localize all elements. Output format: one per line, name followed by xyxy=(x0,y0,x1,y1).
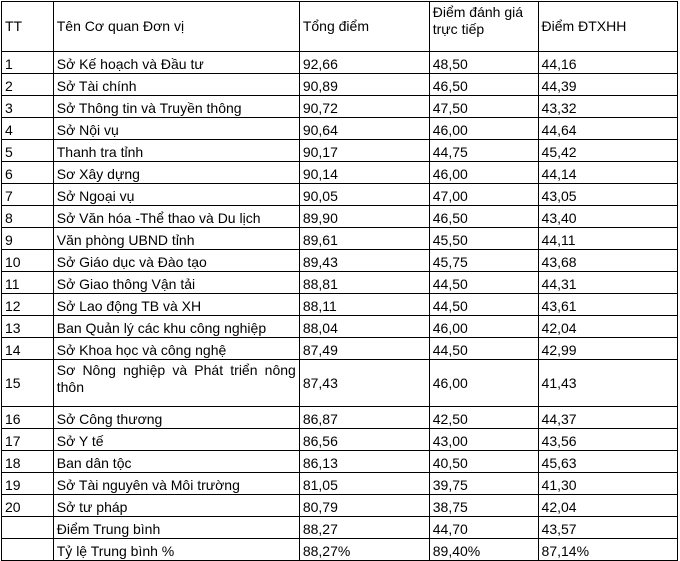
cell-tt xyxy=(2,517,54,539)
cell-total-score: 90,64 xyxy=(299,118,429,140)
cell-total-score: 86,87 xyxy=(299,407,429,429)
table-row xyxy=(2,316,678,338)
table-row xyxy=(2,407,678,429)
cell-total-score: 90,17 xyxy=(299,140,429,162)
cell-unit-name: Sở Y tế xyxy=(53,429,299,451)
cell-survey-score: 41,30 xyxy=(538,473,677,495)
cell-unit-name: Sở Thông tin và Truyền thông xyxy=(53,96,299,118)
cell-unit-name: Sở Công thương xyxy=(53,407,299,429)
cell-total-score: 88,27 xyxy=(299,517,429,539)
cell-unit-name: Sở Giao thông Vận tải xyxy=(53,272,299,294)
cell-tt: 11 xyxy=(2,272,54,294)
cell-total-score: 90,72 xyxy=(299,96,429,118)
cell-survey-score: 43,68 xyxy=(538,250,677,272)
cell-total-score: 90,05 xyxy=(299,184,429,206)
cell-tt: 13 xyxy=(2,316,54,338)
table-row xyxy=(2,140,678,162)
cell-direct-score: 44,50 xyxy=(429,272,538,294)
cell-tt: 5 xyxy=(2,140,54,162)
cell-direct-score: 44,50 xyxy=(429,338,538,360)
cell-survey-score: 43,32 xyxy=(538,96,677,118)
cell-total-score: 89,90 xyxy=(299,206,429,228)
table-row xyxy=(2,96,678,118)
table-row xyxy=(2,272,678,294)
table-row xyxy=(2,228,678,250)
cell-direct-score: 46,50 xyxy=(429,206,538,228)
cell-unit-name: Sở Ngoại vụ xyxy=(53,184,299,206)
cell-total-score: 86,13 xyxy=(299,451,429,473)
cell-tt: 7 xyxy=(2,184,54,206)
header-unit-name: Tên Cơ quan Đơn vị xyxy=(53,2,299,52)
ranking-table xyxy=(1,1,678,561)
cell-direct-score: 46,00 xyxy=(429,316,538,338)
cell-tt xyxy=(2,539,54,561)
cell-tt: 9 xyxy=(2,228,54,250)
table-row xyxy=(2,184,678,206)
cell-direct-score: 46,00 xyxy=(429,118,538,140)
cell-tt: 1 xyxy=(2,52,54,74)
cell-unit-name: Điểm Trung bình xyxy=(53,517,299,539)
cell-direct-score: 45,50 xyxy=(429,228,538,250)
summary-row xyxy=(2,539,678,561)
cell-total-score: 87,49 xyxy=(299,338,429,360)
cell-tt: 6 xyxy=(2,162,54,184)
cell-total-score: 88,04 xyxy=(299,316,429,338)
cell-total-score: 88,81 xyxy=(299,272,429,294)
cell-survey-score: 44,16 xyxy=(538,52,677,74)
cell-survey-score: 44,11 xyxy=(538,228,677,250)
summary-row xyxy=(2,517,678,539)
cell-direct-score: 45,75 xyxy=(429,250,538,272)
cell-total-score: 80,79 xyxy=(299,495,429,517)
cell-unit-name: Sở Nội vụ xyxy=(53,118,299,140)
cell-tt: 3 xyxy=(2,96,54,118)
table-row xyxy=(2,118,678,140)
cell-total-score: 87,43 xyxy=(299,360,429,407)
cell-total-score: 89,61 xyxy=(299,228,429,250)
cell-total-score: 81,05 xyxy=(299,473,429,495)
cell-total-score: 90,89 xyxy=(299,74,429,96)
table-row xyxy=(2,162,678,184)
cell-direct-score: 48,50 xyxy=(429,52,538,74)
cell-survey-score: 42,04 xyxy=(538,495,677,517)
cell-survey-score: 43,61 xyxy=(538,294,677,316)
cell-survey-score: 44,31 xyxy=(538,272,677,294)
header-total-score: Tổng điểm xyxy=(299,2,429,52)
cell-direct-score: 39,75 xyxy=(429,473,538,495)
table-row xyxy=(2,495,678,517)
table-row xyxy=(2,52,678,74)
cell-total-score: 88,11 xyxy=(299,294,429,316)
cell-tt: 17 xyxy=(2,429,54,451)
cell-unit-name: Sở Khoa học và công nghệ xyxy=(53,338,299,360)
cell-survey-score: 87,14% xyxy=(538,539,677,561)
cell-survey-score: 42,99 xyxy=(538,338,677,360)
table-row xyxy=(2,360,678,407)
cell-total-score: 88,27% xyxy=(299,539,429,561)
cell-unit-name: Sở Lao động TB và XH xyxy=(53,294,299,316)
table-row xyxy=(2,429,678,451)
cell-direct-score: 46,00 xyxy=(429,162,538,184)
header-survey-score: Điểm ĐTXHH xyxy=(538,2,677,52)
cell-tt: 10 xyxy=(2,250,54,272)
cell-direct-score: 43,00 xyxy=(429,429,538,451)
table-row xyxy=(2,294,678,316)
cell-total-score: 90,14 xyxy=(299,162,429,184)
cell-direct-score: 47,50 xyxy=(429,96,538,118)
table-row xyxy=(2,473,678,495)
cell-survey-score: 43,05 xyxy=(538,184,677,206)
cell-unit-name: Ban Quản lý các khu công nghiệp xyxy=(53,316,299,338)
cell-survey-score: 43,56 xyxy=(538,429,677,451)
cell-direct-score: 47,00 xyxy=(429,184,538,206)
cell-tt: 8 xyxy=(2,206,54,228)
table-row xyxy=(2,451,678,473)
cell-tt: 20 xyxy=(2,495,54,517)
cell-unit-name: Ban dân tộc xyxy=(53,451,299,473)
cell-tt: 15 xyxy=(2,360,54,407)
cell-survey-score: 45,63 xyxy=(538,451,677,473)
cell-direct-score: 89,40% xyxy=(429,539,538,561)
cell-direct-score: 44,50 xyxy=(429,294,538,316)
cell-tt: 12 xyxy=(2,294,54,316)
cell-unit-name: Sở Văn hóa -Thể thao và Du lịch xyxy=(53,206,299,228)
cell-tt: 4 xyxy=(2,118,54,140)
cell-tt: 18 xyxy=(2,451,54,473)
cell-unit-name: Sở Giáo dục và Đào tạo xyxy=(53,250,299,272)
cell-unit-name: Sở Tài nguyên và Môi trường xyxy=(53,473,299,495)
cell-unit-name: Tỷ lệ Trung bình % xyxy=(53,539,299,561)
cell-direct-score: 44,70 xyxy=(429,517,538,539)
table-row xyxy=(2,74,678,96)
cell-survey-score: 44,39 xyxy=(538,74,677,96)
cell-survey-score: 44,64 xyxy=(538,118,677,140)
cell-unit-name: Sở Kế hoạch và Đầu tư xyxy=(53,52,299,74)
cell-total-score: 92,66 xyxy=(299,52,429,74)
cell-total-score: 89,43 xyxy=(299,250,429,272)
cell-direct-score: 44,75 xyxy=(429,140,538,162)
cell-unit-name: Sơ Xây dựng xyxy=(53,162,299,184)
table-header-row xyxy=(2,2,678,52)
cell-total-score: 86,56 xyxy=(299,429,429,451)
cell-unit-name: Văn phòng UBND tỉnh xyxy=(53,228,299,250)
header-direct-score: Điểm đánh giá trực tiếp xyxy=(429,2,538,52)
table-row xyxy=(2,338,678,360)
cell-survey-score: 44,14 xyxy=(538,162,677,184)
table-row xyxy=(2,206,678,228)
cell-direct-score: 38,75 xyxy=(429,495,538,517)
cell-tt: 2 xyxy=(2,74,54,96)
cell-survey-score: 41,43 xyxy=(538,360,677,407)
cell-tt: 19 xyxy=(2,473,54,495)
cell-survey-score: 42,04 xyxy=(538,316,677,338)
cell-tt: 14 xyxy=(2,338,54,360)
cell-survey-score: 45,42 xyxy=(538,140,677,162)
cell-tt: 16 xyxy=(2,407,54,429)
cell-unit-name: Sơ Nông nghiệp và Phát triển nông thôn xyxy=(53,360,299,407)
cell-survey-score: 43,40 xyxy=(538,206,677,228)
cell-unit-name: Sở Tài chính xyxy=(53,74,299,96)
cell-direct-score: 42,50 xyxy=(429,407,538,429)
cell-direct-score: 40,50 xyxy=(429,451,538,473)
table-row xyxy=(2,250,678,272)
cell-survey-score: 43,57 xyxy=(538,517,677,539)
cell-direct-score: 46,50 xyxy=(429,74,538,96)
cell-unit-name: Thanh tra tỉnh xyxy=(53,140,299,162)
cell-direct-score: 46,00 xyxy=(429,360,538,407)
header-tt: TT xyxy=(2,2,54,52)
cell-survey-score: 44,37 xyxy=(538,407,677,429)
cell-unit-name: Sở tư pháp xyxy=(53,495,299,517)
